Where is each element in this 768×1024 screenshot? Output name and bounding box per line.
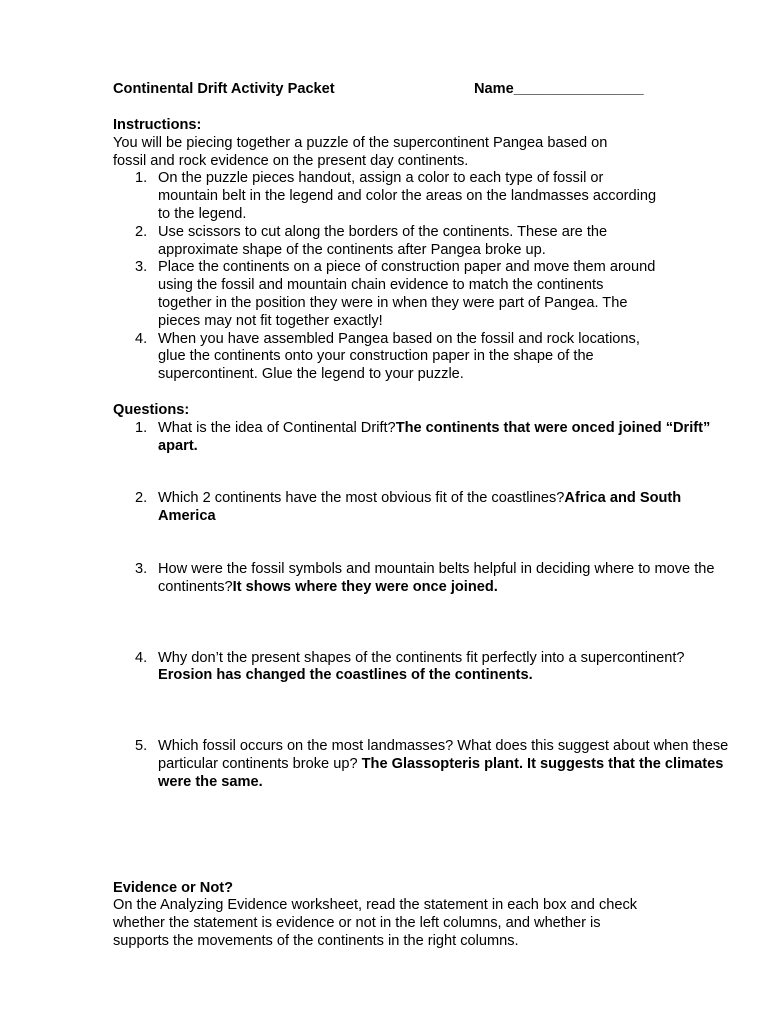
instruction-step [113, 259, 658, 330]
name-field-label: Name________________ [474, 81, 644, 97]
instruction-step [113, 170, 658, 223]
question-text: What is the idea of Continental Drift? [158, 419, 396, 436]
questions-heading: Questions: [113, 401, 190, 418]
step-text: On the puzzle pieces handout, assign a color to each type of fossil or mountain belt in the legend and color the areas on the landmasses according to the legend. [158, 170, 657, 222]
step-text: Place the continents on a piece of construction paper and move them around using the fossil and mountain chain evidence to match the continents together in the position they were in when they were part of Pangea. The pieces may not fit together exactly! [158, 259, 656, 329]
question-number: 4. [135, 649, 148, 666]
title-row [113, 81, 753, 99]
question-number: 3. [135, 560, 148, 577]
question-item [113, 420, 733, 456]
question-item [113, 490, 733, 526]
question-number: 5. [135, 738, 148, 755]
instructions-list [113, 170, 753, 384]
instructions-heading: Instructions: [113, 117, 202, 133]
question-text: How were the fossil symbols and mountain belts helpful in deciding where to move the continents? [158, 560, 715, 595]
answer-text: The continents that were onced joined “Drift” apart. [158, 419, 711, 454]
evidence-text: On the Analyzing Evidence worksheet, read the statement in each box and check whether the statement is evidence or not in the left columns, and whether is supports the movements of the continents in the right columns. [113, 897, 638, 949]
question-number: 1. [135, 419, 148, 436]
document-page [113, 81, 753, 951]
document-title: Continental Drift Activity Packet [113, 81, 335, 97]
question-text: Which 2 continents have the most obvious fit of the coastlines? [158, 490, 565, 507]
instruction-step [113, 331, 658, 384]
questions-list [113, 420, 753, 792]
question-item [113, 650, 733, 686]
step-number: 1. [135, 170, 148, 187]
instruction-step [113, 224, 658, 260]
step-number: 2. [135, 223, 148, 240]
question-number: 2. [135, 490, 148, 507]
step-number: 4. [135, 330, 148, 347]
step-text: When you have assembled Pangea based on the fossil and rock locations, glue the continents onto your construction paper in the shape of the supercontinent. Glue the legend to your puzzle. [158, 330, 640, 383]
answer-text: The Glassopteris plant. It suggests that the climates were the same. [158, 755, 724, 790]
instructions-intro: You will be piecing together a puzzle of the supercontinent Pangea based on fossil and rock evidence on the present day continents. [113, 134, 608, 169]
step-number: 3. [135, 259, 148, 276]
answer-text: Africa and South America [158, 490, 682, 525]
answer-text: Erosion has changed the coastlines of the continents. [158, 667, 533, 684]
question-item [113, 561, 733, 597]
question-text: Which fossil occurs on the most landmasses? What does this suggest about when these particular continents broke up? [158, 738, 729, 772]
step-text: Use scissors to cut along the borders of the continents. These are the approximate shape of the continents after Pangea broke up. [158, 223, 608, 258]
answer-text: It shows where they were once joined. [232, 578, 498, 595]
evidence-heading: Evidence or Not? [113, 879, 234, 896]
question-text: Why don’t the present shapes of the continents fit perfectly into a supercontinent? [158, 649, 685, 666]
question-item [113, 738, 733, 791]
